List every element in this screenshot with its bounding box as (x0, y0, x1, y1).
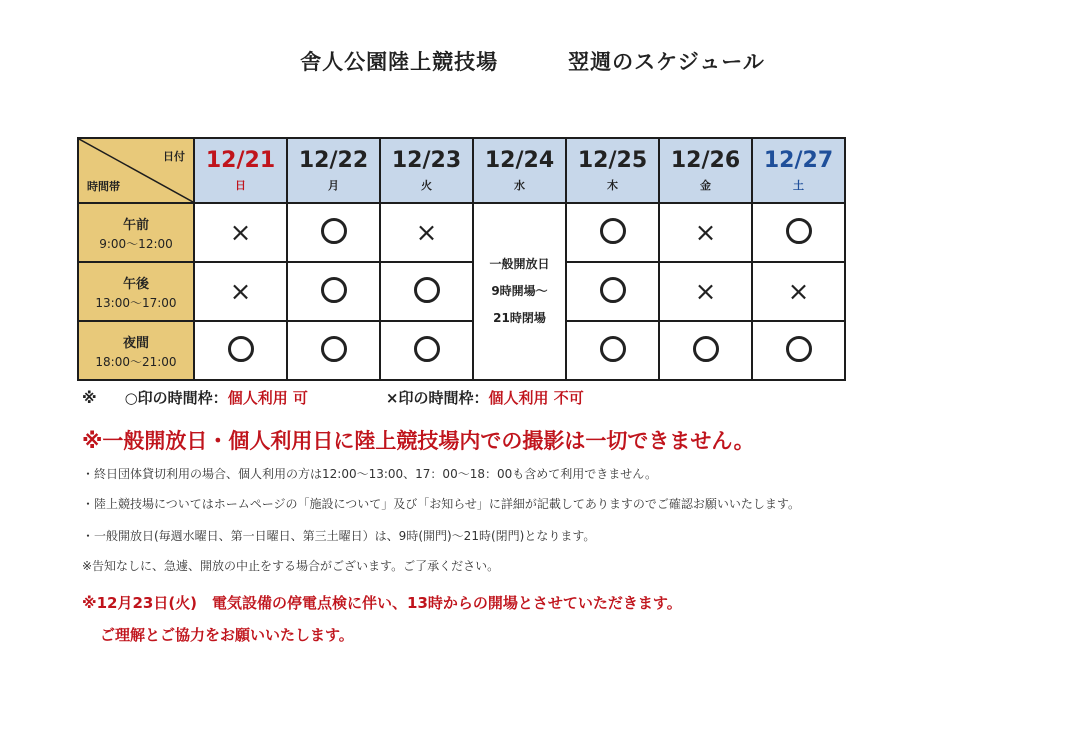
availability-cell (752, 203, 845, 262)
available-circle-icon (786, 218, 812, 244)
date-label: 12/25 (577, 148, 648, 173)
available-circle-icon (600, 277, 626, 303)
available-circle-icon (600, 218, 626, 244)
slot-name: 午後 (122, 276, 149, 292)
day-header (752, 138, 845, 203)
weekday-label: 火 (421, 179, 432, 192)
available-circle-icon (693, 336, 719, 362)
slot-time: 18:00～21:00 (95, 354, 177, 369)
availability-cell (752, 321, 845, 380)
unavailable-cross-icon: × (229, 276, 252, 307)
available-circle-icon (228, 336, 254, 362)
available-circle-icon (414, 336, 440, 362)
available-circle-icon (321, 218, 347, 244)
note-line: ・陸上競技場についてはホームページの「施設について」及び「お知らせ」に詳細が記載してありますのでご確認お願いいたします。 (82, 497, 800, 511)
availability-cell (380, 262, 473, 321)
unavailable-cross-icon: × (694, 276, 717, 307)
unavailable-cross-icon: × (229, 217, 252, 248)
slot-label-cell (78, 203, 194, 262)
availability-cell (287, 203, 380, 262)
available-circle-icon (786, 336, 812, 362)
corner-cell (78, 138, 194, 203)
date-label: 12/26 (670, 148, 741, 173)
weekday-label: 土 (793, 179, 804, 192)
availability-cell (287, 321, 380, 380)
legend-circle-label: ○印の時間枠： (124, 389, 228, 407)
availability-cell (659, 203, 752, 262)
availability-cell (194, 321, 287, 380)
open-day-line: 9時開場～ (491, 284, 548, 298)
availability-cell (194, 262, 287, 321)
availability-cell (380, 321, 473, 380)
date-label: 12/22 (298, 148, 369, 173)
slot-label-cell (78, 321, 194, 380)
page-title (0, 46, 1065, 76)
day-header (566, 138, 659, 203)
day-header (380, 138, 473, 203)
availability-cell (566, 321, 659, 380)
slot-row (78, 203, 845, 262)
weekday-label: 日 (235, 179, 246, 192)
corner-date-label: 日付 (163, 150, 185, 163)
note-line: ※告知なしに、急遽、開放の中止をする場合がございます。ご了承ください。 (82, 559, 500, 573)
maintenance-notice: ※12月23日(火) 電気設備の停電点検に伴い、13時からの開場とさせていただきます。 (82, 594, 682, 612)
weekday-label: 水 (514, 179, 525, 192)
day-header (659, 138, 752, 203)
unavailable-cross-icon: × (787, 276, 810, 307)
available-circle-icon (321, 336, 347, 362)
corner-time-label: 時間帯 (87, 180, 120, 193)
slot-time: 9:00～12:00 (99, 236, 173, 251)
schedule-subtitle: 翌週のスケジュール (568, 50, 765, 74)
slot-row (78, 262, 845, 321)
legend-circle-value: 個人利用 可 (227, 389, 308, 407)
date-label: 12/23 (391, 148, 462, 173)
availability-cell (752, 262, 845, 321)
availability-cell (194, 203, 287, 262)
available-circle-icon (414, 277, 440, 303)
facility-name: 舎人公園陸上競技場 (300, 50, 499, 74)
available-circle-icon (600, 336, 626, 362)
availability-cell (287, 262, 380, 321)
date-label: 12/24 (484, 148, 555, 173)
open-day-cell (473, 203, 566, 380)
maintenance-notice-thanks: ご理解とご協力をお願いいたします。 (100, 626, 354, 644)
slot-name: 夜間 (122, 335, 149, 351)
legend (82, 387, 584, 408)
unavailable-cross-icon: × (694, 217, 717, 248)
note-line: ・終日団体貸切利用の場合、個人利用の方は12:00～13:00、17：00～18：00も含めて利用できません。 (82, 467, 657, 481)
open-day-line: 一般開放日 (489, 257, 550, 271)
note-line: ・一般開放日(毎週水曜日、第一日曜日、第三土曜日）は、9時(開門)～21時(閉門)となります。 (82, 529, 596, 543)
day-header (287, 138, 380, 203)
day-header (473, 138, 566, 203)
slot-row (78, 321, 845, 380)
available-circle-icon (321, 277, 347, 303)
header-row (78, 138, 845, 203)
availability-cell (380, 203, 473, 262)
day-header (194, 138, 287, 203)
slot-name: 午前 (122, 217, 149, 233)
schedule-table (77, 137, 846, 381)
weekday-label: 木 (607, 179, 618, 192)
unavailable-cross-icon: × (415, 217, 438, 248)
slot-time: 13:00～17:00 (95, 295, 177, 310)
availability-cell (566, 262, 659, 321)
legend-cross-value: 個人利用 不可 (488, 389, 584, 407)
weekday-label: 月 (328, 179, 339, 192)
legend-cross-label: ×印の時間枠： (385, 389, 489, 407)
open-day-line: 21時閉場 (493, 311, 546, 325)
date-label: 12/27 (763, 148, 834, 173)
availability-cell (659, 262, 752, 321)
photo-warning: ※一般開放日・個人利用日に陸上競技場内での撮影は一切できません。 (82, 429, 755, 453)
legend-asterisk: ※ (82, 389, 97, 407)
slot-label-cell (78, 262, 194, 321)
availability-cell (566, 203, 659, 262)
weekday-label: 金 (700, 179, 711, 192)
availability-cell (659, 321, 752, 380)
date-label: 12/21 (205, 148, 276, 173)
